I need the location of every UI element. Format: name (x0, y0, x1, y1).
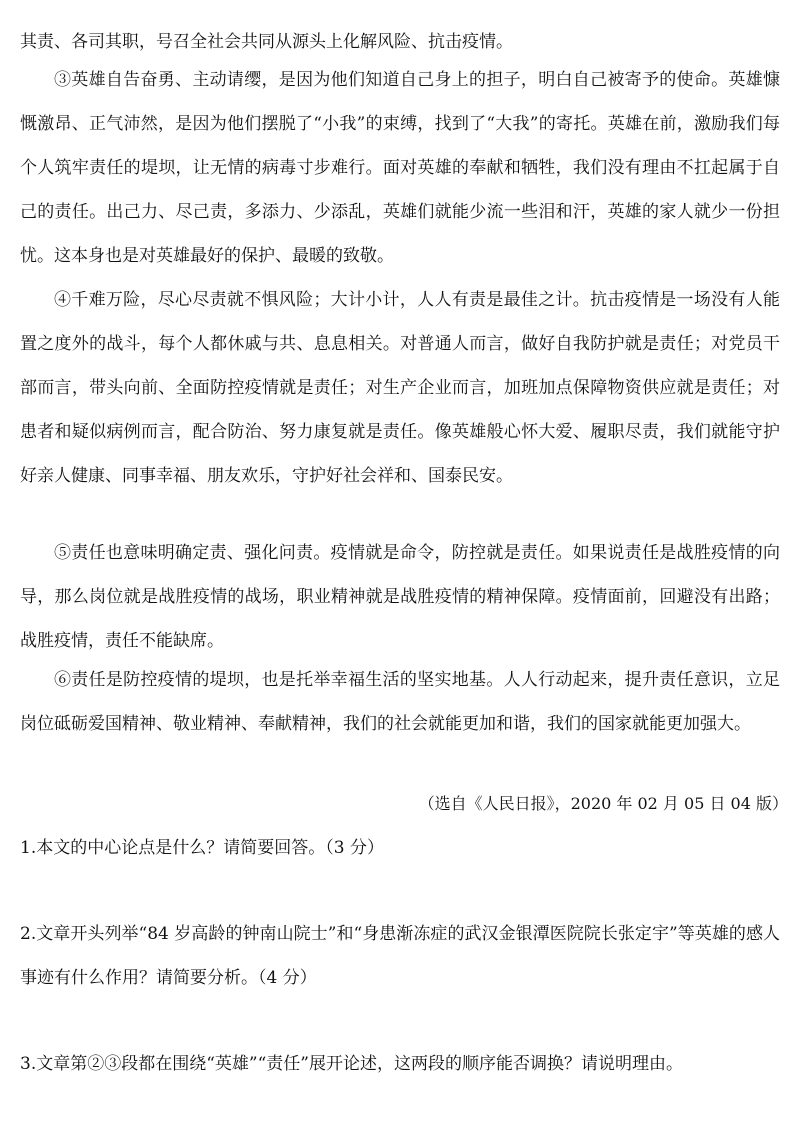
paragraph-3: ③英雄自告奋勇、主动请缨，是因为他们知道自己身上的担子，明白自己被寄予的使命。英雄慷慨激昂、正气沛然，是因为他们摆脱了“小我”的束缚，找到了“大我”的寄托。英雄在前，激励我们每个人筑牢责任的堤坝，让无情的病毒寸步难行。面对英雄的奉献和牺牲，我们没有理由不扛起属于自己的责任。出己力、尽己责，多添力、少添乱，英雄们就能少流一些泪和汗，英雄的家人就少一份担忧。这本身也是对英雄最好的保护、最暖的致敬。 (20, 70, 780, 266)
article-source: （选自《人民日报》，2020 年 02 月 05 日 04 版） (418, 794, 788, 813)
paragraph-intro: 其责、各司其职，号召全社会共同从源头上化解风险、抗击疫情。 (20, 32, 513, 52)
paragraph-5: ⑤责任也意味明确定责、强化问责。疫情就是命令，防控就是责任。如果说责任是战胜疫情的向导，那么岗位就是战胜疫情的战场，职业精神就是战胜疫情的精神保障。疫情面前，回避没有出路；战胜疫情，责任不能缺席。 (20, 543, 780, 651)
question-2: 2.文章开头列举“84 岁高龄的钟南山院士”和“身患渐冻症的武汉金银潭医院院长张定宇”等英雄的感人事迹有什么作用？请简要分析。（4 分） (20, 924, 780, 988)
question-1: 1.本文的中心论点是什么？请简要回答。（3 分） (20, 838, 384, 858)
paragraph-4: ④千难万险，尽心尽责就不惧风险；大计小计，人人有责是最佳之计。抗击疫情是一场没有人能置之度外的战斗，每个人都休戚与共、息息相关。对普通人而言，做好自我防护就是责任；对党员干部而言，带头向前、全面防控疫情就是责任；对生产企业而言，加班加点保障物资供应就是责任；对患者和疑似病例而言，配合防治、努力康复就是责任。像英雄般心怀大爱、履职尽责，我们就能守护好亲人健康、同事幸福、朋友欢乐，守护好社会祥和、国泰民安。 (20, 290, 780, 486)
question-3: 3.文章第②③段都在围绕“英雄”“责任”展开论述，这两段的顺序能否调换？请说明理由。 (20, 1054, 683, 1074)
paragraph-6: ⑥责任是防控疫情的堤坝，也是托举幸福生活的坚实地基。人人行动起来，提升责任意识，立足岗位砥砺爱国精神、敬业精神、奉献精神，我们的社会就能更加和谐，我们的国家就能更加强大。 (20, 670, 780, 734)
